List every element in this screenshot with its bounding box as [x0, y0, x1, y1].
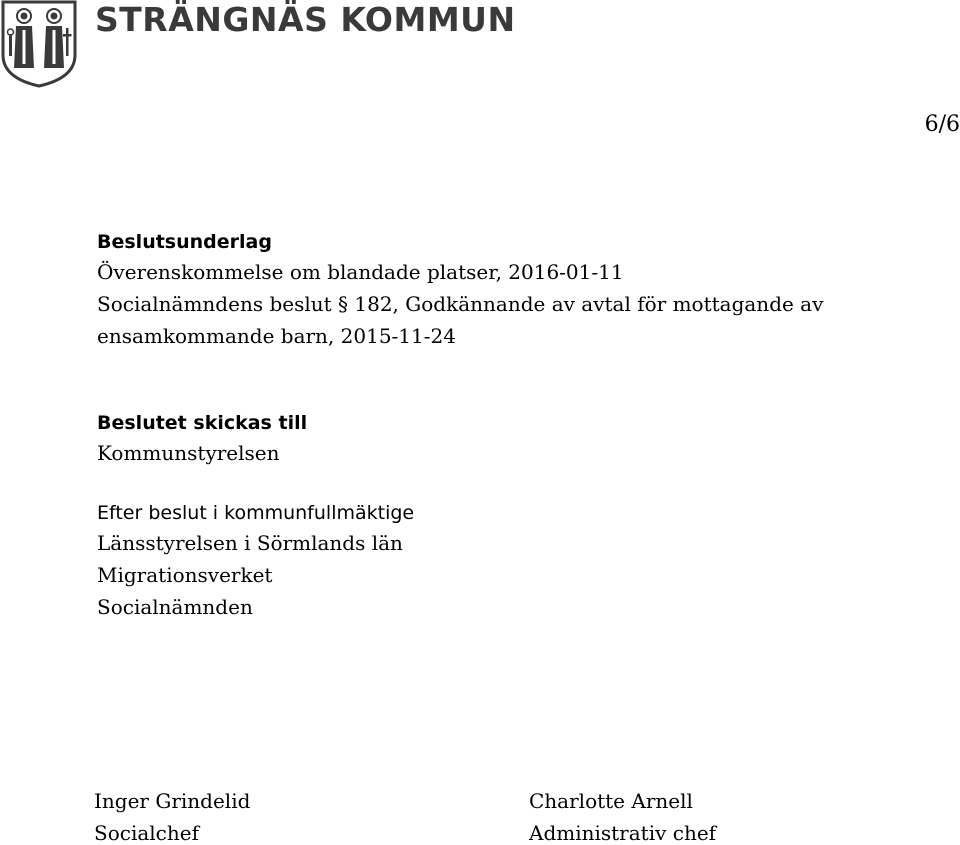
beslutsunderlag-line: Överenskommelse om blandade platser, 2016-01-11 [97, 260, 624, 284]
signatory-name: Charlotte Arnell [529, 789, 693, 813]
page-number: 6/6 [924, 112, 960, 137]
beslutsunderlag-heading: Beslutsunderlag [97, 231, 272, 253]
signature-block-right [529, 785, 716, 845]
beslutsunderlag-line: Socialnämndens beslut § 182, Godkännande av avtal för mottagande av [97, 292, 824, 316]
beslutet-skickas-till-section [97, 409, 307, 469]
recipient-line: Migrationsverket [97, 563, 273, 587]
recipient-line: Länsstyrelsen i Sörmlands län [97, 531, 403, 555]
signatory-name: Inger Grindelid [94, 789, 251, 813]
beslutsunderlag-line: ensamkommande barn, 2015-11-24 [97, 324, 456, 348]
beslutsunderlag-section [97, 228, 823, 352]
municipal-seal-icon [0, 0, 78, 88]
beslutet-skickas-till-heading: Beslutet skickas till [97, 412, 308, 434]
efter-beslut-section [97, 499, 414, 623]
municipality-name: STRÄNGNÄS KOMMUN [95, 0, 516, 39]
efter-beslut-heading: Efter beslut i kommunfullmäktige [97, 502, 415, 524]
recipient-line: Kommunstyrelsen [97, 441, 280, 465]
signatory-title: Socialchef [94, 821, 199, 845]
signatory-title: Administrativ chef [529, 821, 717, 845]
header-logo [0, 0, 516, 90]
signature-block-left [94, 785, 250, 845]
recipient-line: Socialnämnden [97, 595, 253, 619]
